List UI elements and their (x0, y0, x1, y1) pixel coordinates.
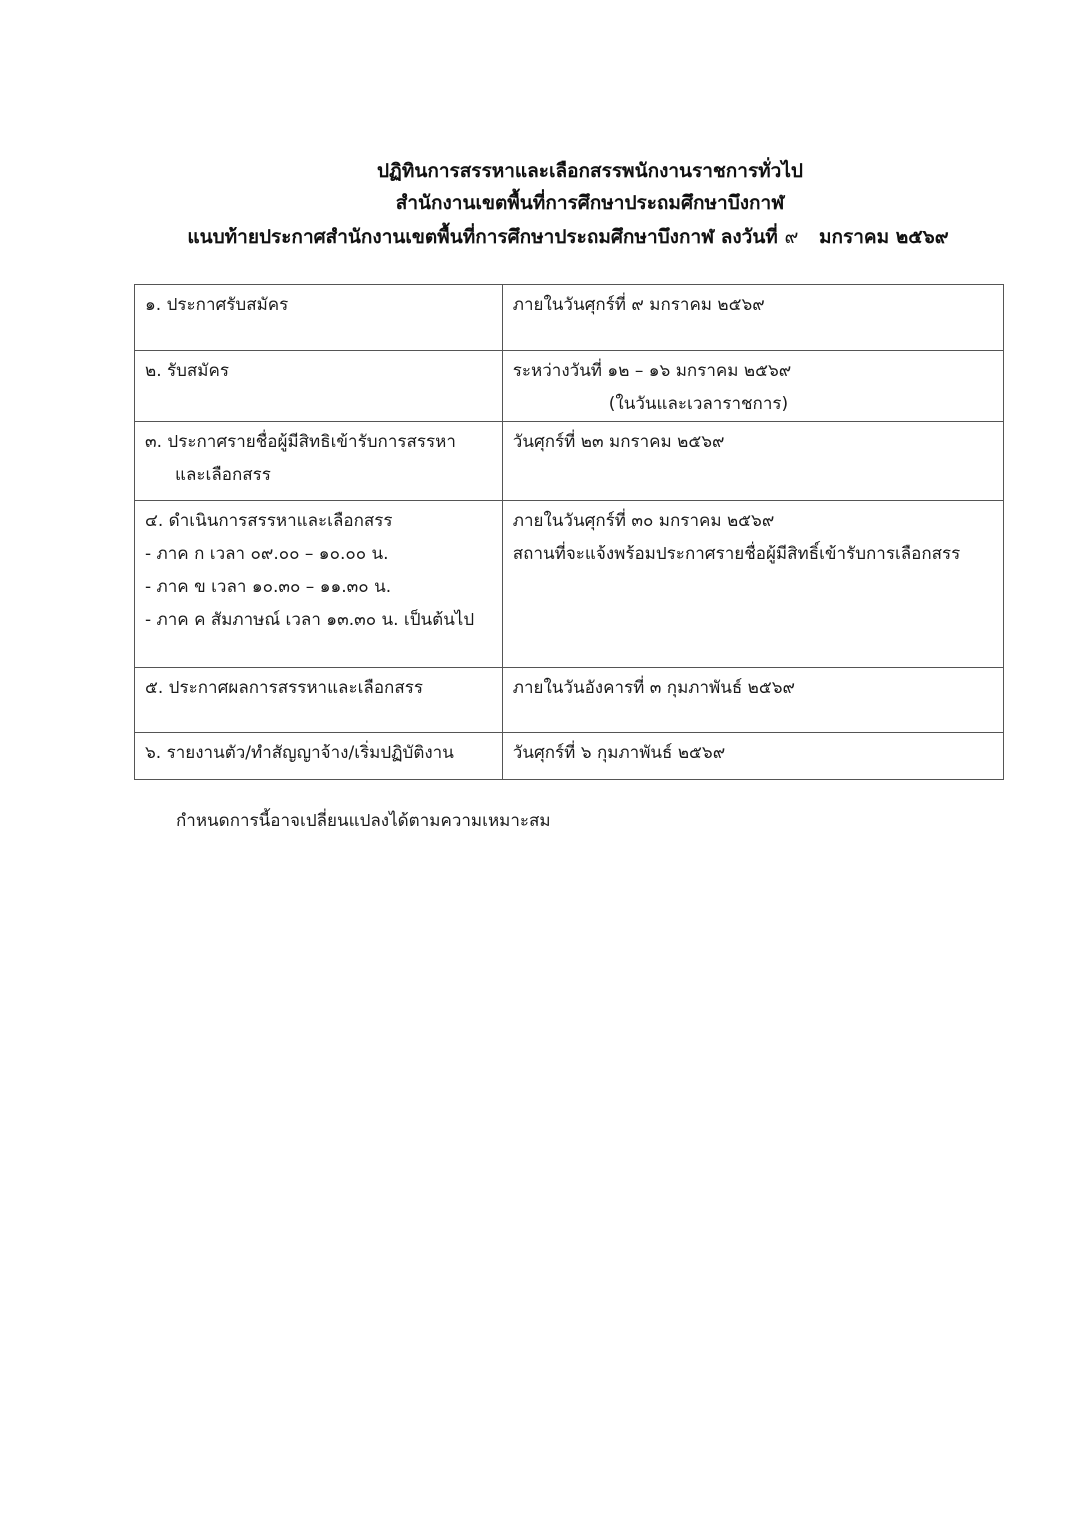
step-text: ๒. รับสมัคร (145, 361, 230, 381)
step-cell (135, 501, 503, 668)
document-title-line-1: ปฏิทินการสรรหาและเลือกสรรพนักงานราชการทั่วไป (377, 160, 803, 182)
step-text: ๓. ประกาศรายชื่อผู้มีสิทธิเข้ารับการสรรหา (145, 432, 456, 452)
step-subitem: - ภาค ค สัมภาษณ์ เวลา ๑๓.๓๐ น. เป็นต้นไป (145, 610, 475, 630)
table-row (135, 733, 1004, 780)
document-subtitle (30, 222, 1076, 252)
date-cell (502, 501, 1003, 668)
date-note: สถานที่จะแจ้งพร้อมประกาศรายชื่อผู้มีสิทธิ์เข้ารับการเลือกสรร (512, 544, 961, 564)
step-text: ๖. รายงานตัว/ทำสัญญาจ้าง/เริ่มปฏิบัติงาน (145, 743, 454, 763)
date-note: (ในวันและเวลาราชการ) (608, 394, 789, 414)
step-text: ๑. ประกาศรับสมัคร (145, 295, 289, 315)
step-text-continued: และเลือกสรร (175, 465, 271, 485)
date-text: วันศุกร์ที่ ๒๓ มกราคม ๒๕๖๙ (512, 432, 725, 452)
date-text: ระหว่างวันที่ ๑๒ – ๑๖ มกราคม ๒๕๖๙ (512, 361, 792, 381)
footnote: กำหนดการนี้อาจเปลี่ยนแปลงได้ตามความเหมาะสม (176, 811, 551, 831)
step-cell (135, 285, 503, 351)
schedule-table (134, 284, 1004, 780)
step-text: ๕. ประกาศผลการสรรหาและเลือกสรร (145, 678, 423, 698)
date-cell (502, 668, 1003, 733)
step-cell (135, 422, 503, 501)
step-cell (135, 733, 503, 780)
table-row (135, 351, 1004, 422)
date-text: ภายในวันศุกร์ที่ ๙ มกราคม ๒๕๖๙ (512, 295, 765, 315)
document-title-line-2: สำนักงานเขตพื้นที่การศึกษาประถมศึกษาบึงกาฬ (395, 192, 785, 214)
date-text: วันศุกร์ที่ ๖ กุมภาพันธ์ ๒๕๖๙ (512, 743, 726, 763)
subtitle-text: แนบท้ายประกาศสำนักงานเขตพื้นที่การศึกษาประถมศึกษาบึงกาฬ ลงวันที่ (187, 226, 778, 248)
step-cell (135, 351, 503, 422)
step-cell (135, 668, 503, 733)
step-subitem: - ภาค ก เวลา ๐๙.๐๐ – ๑๐.๐๐ น. (145, 544, 389, 564)
table-row (135, 668, 1004, 733)
date-cell (502, 285, 1003, 351)
table-row (135, 422, 1004, 501)
subtitle-day: ๙ (784, 226, 799, 248)
date-text: ภายในวันอังคารที่ ๓ กุมภาพันธ์ ๒๕๖๙ (512, 678, 795, 698)
table-row (135, 501, 1004, 668)
subtitle-month-year: มกราคม ๒๕๖๙ (819, 226, 949, 248)
date-cell (502, 733, 1003, 780)
date-text: ภายในวันศุกร์ที่ ๓๐ มกราคม ๒๕๖๙ (512, 511, 775, 531)
step-text: ๔. ดำเนินการสรรหาและเลือกสรร (145, 511, 393, 531)
date-cell (502, 351, 1003, 422)
date-cell (502, 422, 1003, 501)
table-row (135, 285, 1004, 351)
step-subitem: - ภาค ข เวลา ๑๐.๓๐ – ๑๑.๓๐ น. (145, 577, 392, 597)
